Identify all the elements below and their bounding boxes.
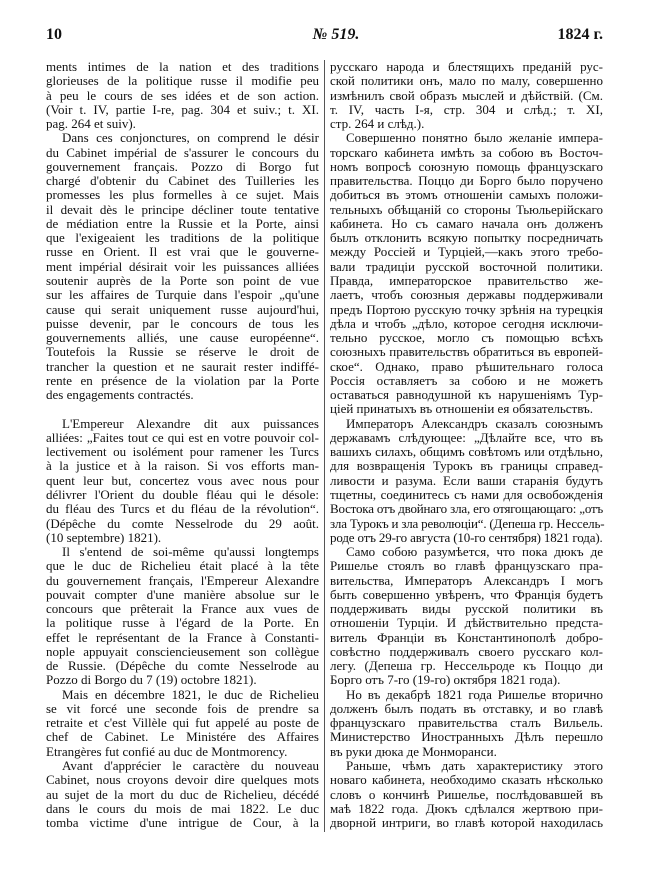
text-line: du Cabinet impérial de s'assurer le concours du — [46, 144, 319, 160]
text-line: Cabinet, nous croyons devoir dire quelques mots — [46, 772, 319, 788]
text-line: Ришелье стоялъ во главѣ французскаго пра- — [330, 558, 603, 574]
text-line: Pozzo di Borgo du 7 (19) octobre 1821). — [46, 672, 257, 688]
text-line: ments intimes de la nation et des traditions — [46, 59, 319, 74]
text-line: новаго кабинета, необходимо сказать нѣсколько — [330, 772, 603, 788]
text-line: Etrangères fut confié au duc de Montmorency. — [46, 743, 288, 759]
text-line: que le duc de Richelieu était placé à la tête — [46, 558, 319, 574]
paragraph — [330, 759, 603, 830]
document-number-header — [0, 25, 650, 45]
text-line: que l'exigeaient les traditions de la politique — [46, 230, 319, 246]
text-line: de Russie. (Dépêche du comte Nesselrode au — [46, 658, 319, 674]
french-text-column — [46, 60, 319, 830]
text-line: délivrer l'Orient du double fléau qui le désole: — [46, 486, 319, 502]
text-line: отношеніи Турціи. И дѣйствительно предста- — [330, 615, 603, 631]
text-line: вали традиціи русской восточной политики. — [330, 258, 603, 274]
text-line: Министерство Иностранныхъ Дѣлъ перешло — [330, 729, 603, 745]
text-line: trancher la question et ne saurait rester indiffé- — [46, 358, 319, 374]
text-line: glorieuses de la politique russe il modifie peu — [46, 73, 319, 89]
text-line: Но въ декабрѣ 1821 года Ришелье вторично — [346, 686, 603, 702]
text-line: лаетъ, чтобъ союзныя державы поддерживали — [330, 287, 603, 303]
text-line: Mais en décembre 1821, le duc de Richelieu — [62, 686, 319, 702]
text-line: ской политики онъ, мало по малу, совершенно — [330, 73, 603, 89]
text-line: номъ вопросѣ союзную помощь французскаго — [330, 158, 603, 174]
text-line: тельныхъ обѣщаній со стороны Тьюльерійскаго — [330, 201, 603, 217]
text-line: Россія оставляетъ за собою и не можетъ — [330, 372, 603, 388]
paragraph — [46, 759, 319, 830]
paragraph — [330, 688, 603, 759]
text-line: вашихъ силахъ, общимъ совѣтомъ или отдѣльно, — [330, 444, 603, 460]
text-line: (10 septembre) 1821). — [46, 529, 162, 545]
text-line: дворной интриги, во главѣ которой находилась — [330, 815, 603, 831]
text-line: зла Турокъ и зла революціи“. (Депеша гр. Нессель- — [330, 515, 605, 531]
text-line: поддерживать виды русской политики въ — [330, 601, 603, 617]
text-line: тщетны, соединитесь съ нами для освобожденія — [330, 486, 603, 502]
text-line: ment impérial désirait voir les puissances alliées — [46, 258, 319, 274]
text-line: sur les affaires de Turquie dans l'espoir „qu'une — [46, 287, 319, 303]
text-line: правительства. Поццо ди Борго было поручено — [330, 173, 603, 189]
text-line: быть совершенно увѣренъ, что Франція будетъ — [330, 586, 603, 602]
text-line: въ руки дюка де Монморанси. — [330, 743, 497, 759]
paragraph — [330, 131, 603, 416]
text-line: Avant d'apprécier le caractère du nouveau — [62, 758, 319, 774]
text-line: promesses les plus formelles à ce sujet. Mais — [46, 187, 319, 203]
text-line: ливости и разума. Если ваши старанія будутъ — [330, 472, 603, 488]
text-line: de médiation entre la Russie et la Porte, ainsi — [46, 215, 319, 231]
text-line: ское“. Однако, право рѣшительнаго голоса — [330, 358, 603, 374]
document-number: № 519. — [312, 26, 360, 43]
text-line: вительства, Императоръ Александръ I могъ — [330, 572, 603, 588]
text-line: русскаго народа и блестящихъ преданій рус- — [330, 59, 603, 74]
text-line: Само собою разумѣется, что пока дюкъ де — [346, 544, 603, 560]
text-line: L'Empereur Alexandre dit aux puissances — [62, 415, 319, 431]
text-line: Toutefois la Russie se réserve le droit de — [46, 344, 319, 360]
text-line: du fléau des Turcs et du fléau de la révolution“. — [46, 501, 319, 517]
text-line: Dans ces conjonctures, on comprend le désir — [62, 130, 319, 146]
text-line: quent leur but, concertez vous avec nous pour — [46, 472, 319, 488]
text-line: державамъ слѣдующее: „Дѣлайте все, что въ — [330, 429, 603, 445]
text-line: между Россіей и Турціей,—какъ этого требо- — [330, 244, 603, 260]
russian-text-column — [330, 60, 603, 830]
text-line: Борго отъ 7-го (19-го) октября 1821 года). — [330, 672, 561, 688]
text-line: puisse devenir, par le concours de tous les — [46, 315, 319, 331]
text-line: russe en Orient. Il est vrai que le gouverne- — [46, 244, 319, 260]
text-line: для возвращенія Турокъ въ границы справед- — [330, 458, 603, 474]
text-line: soutenir auprès de la Porte son point de vue — [46, 272, 319, 288]
text-line: дѣла и чтобъ „дѣло, которое сегодня исключи- — [330, 315, 603, 331]
paragraph — [46, 60, 319, 131]
text-line: gouvernements alliés, une cause européenne“. — [46, 330, 319, 346]
text-line: lectivement ou isolément pour ramener les Turcs — [46, 444, 319, 460]
text-line: оставаться равнодушной къ нарушеніямъ Тур- — [330, 387, 603, 403]
text-line: gouvernement français. Pozzo di Borgo fut — [46, 158, 319, 174]
text-line: effet le représentant de la France à Constanti- — [46, 629, 319, 645]
text-line: Раньше, чѣмъ дать характеристику этого — [346, 758, 603, 774]
text-line: витель Франціи въ Константинополѣ добро- — [330, 629, 603, 645]
text-line: Правда, императорское правительство же- — [330, 272, 603, 288]
text-line: измѣнилъ свой образъ мыслей и дѣйствій. (См. — [330, 87, 603, 103]
text-line: concours que prêterait la France aux vues de — [46, 601, 319, 617]
text-line: du gouvernement français, l'Empereur Alexandre — [46, 572, 319, 588]
text-line: былъ отклонить всякую попытку посредничать — [330, 230, 603, 246]
text-line: retraite et c'est Villèle qui fut appelé au poste de — [46, 715, 319, 731]
text-line: тельно русское, могло съ помощью всѣхъ — [330, 330, 603, 346]
text-line: cause qui serait uniquement russe aujourd'hui, — [46, 301, 319, 317]
text-line: кабинета. Но съ самаго начала онъ долженъ — [330, 215, 603, 231]
text-line: Il s'entend de soi-même qu'aussi longtemps — [62, 544, 319, 560]
paragraph — [330, 545, 603, 688]
text-line: союзныхъ правительствъ обратиться въ европей- — [330, 344, 603, 360]
paragraph — [46, 545, 319, 688]
text-line: роде отъ 29-го августа (10-го сентября) 1821 года). — [330, 529, 603, 545]
text-line: (Dépêche du comte Nesselrode du 29 août. — [46, 515, 319, 531]
paragraph — [330, 60, 603, 131]
text-line: французскаго правительства сталъ Вильель. — [330, 715, 603, 731]
text-line: предъ Портою русскую точку зрѣнія на турецкія — [330, 301, 603, 317]
paragraph — [46, 417, 319, 545]
text-line: des engagements contractés. — [46, 387, 194, 403]
text-line: Востока отъ двойнаго зла, его отягощающаго: „отъ — [330, 501, 603, 517]
text-line: т. IV, часть I-я, стр. 304 и слѣд.; т. XI, — [330, 101, 603, 117]
paragraph — [46, 688, 319, 759]
paragraph — [46, 131, 319, 402]
text-line: se vit forcé une seconde fois de prendre sa — [46, 700, 319, 716]
page-number: 10 — [46, 26, 62, 43]
text-line: tomba victime d'une intrigue de Cour, à la — [46, 815, 319, 831]
text-line: alliées: „Faites tout ce qui est en votre pouvoir col- — [46, 429, 319, 445]
paragraph — [330, 417, 603, 545]
text-line: chef de Cabinet. Le Ministére des Affaires — [46, 729, 319, 745]
text-line: словъ о кончинѣ Ришелье, послѣдовавшей въ — [330, 786, 603, 802]
text-line: il devait dès le principe décliner toute tentative — [46, 201, 319, 217]
text-line: долженъ былъ подать въ отставку, и во главѣ — [330, 700, 603, 716]
text-line: dans le cours du mois de mai 1822. Le duc — [46, 800, 319, 816]
text-line: chargé d'obtenir du Cabinet des Tuilleries les — [46, 173, 319, 189]
year-header: 1824 г. — [557, 26, 603, 43]
text-line: стр. 264 и слѣд.). — [330, 116, 425, 132]
text-line: торскаго кабинета имѣть за собою въ Восточ- — [330, 144, 603, 160]
text-line: легу. (Депеша гр. Нессельроде къ Поццо ди — [330, 658, 603, 674]
text-line: à peu le cours de ses idées et de son action. — [46, 87, 319, 103]
column-divider — [324, 60, 325, 832]
text-line: nople appuyait consciencieusement son collègue — [46, 643, 319, 659]
text-line: au sujet de la mort du duc de Richelieu, décédé — [46, 786, 319, 802]
text-line: маѣ 1822 года. Дюкъ сдѣлался жертвою при- — [330, 800, 603, 816]
text-line: добиться въ этомъ отношеніи самыхъ положи- — [330, 187, 603, 203]
text-line: pouvait compter d'une manière absolue sur le — [46, 586, 319, 602]
text-line: (Voir t. IV, partie I-re, pag. 304 et suiv.; t. XI. — [46, 101, 319, 117]
text-line: Императоръ Александръ сказалъ союзнымъ — [346, 415, 603, 431]
text-line: rente en présence de la violation par la Porte — [46, 372, 319, 388]
text-line: pag. 264 et suiv). — [46, 116, 136, 132]
text-line: à la justice et à la raison. Si vos efforts man- — [46, 458, 319, 474]
text-line: ціей принатыхъ въ отношеніи ея обязательствъ. — [330, 401, 593, 417]
text-line: Совершенно понятно было желаніе импера- — [346, 130, 603, 146]
text-line: совѣстно поддерживалъ своего русскаго кол- — [330, 643, 603, 659]
text-line: la politique russe à l'égard de la Porte. En — [46, 615, 319, 631]
